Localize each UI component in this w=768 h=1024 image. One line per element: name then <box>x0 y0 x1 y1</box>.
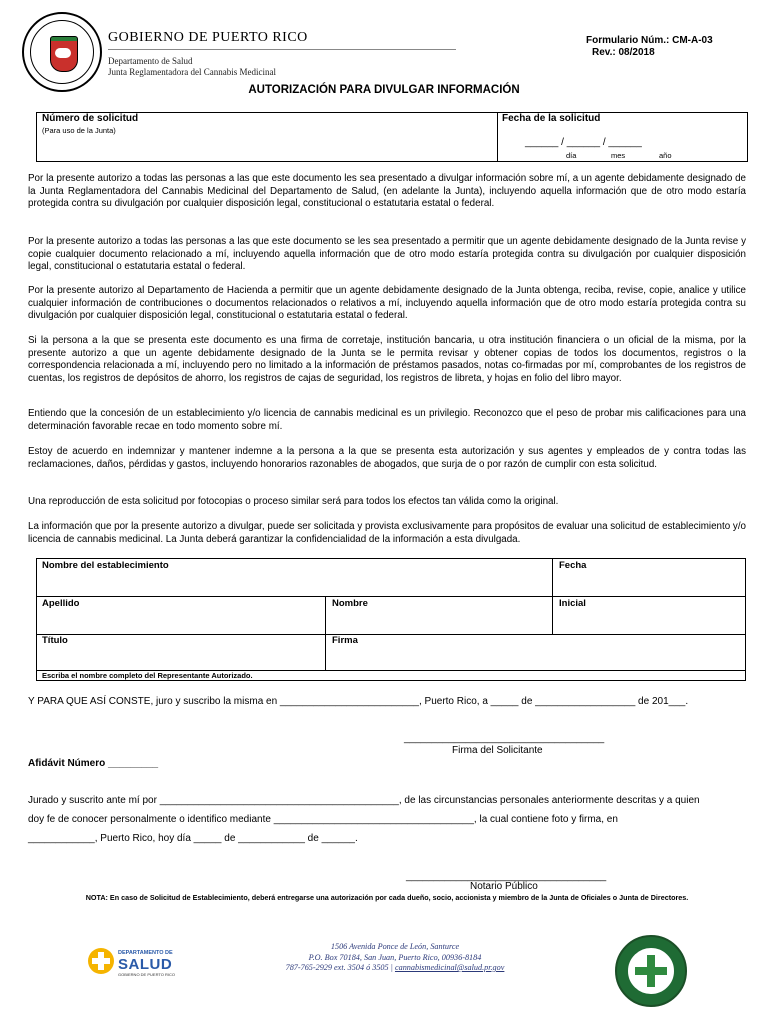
notary-signature-line[interactable]: ____________________________________ <box>406 871 607 882</box>
department-name: Departamento de Salud <box>108 56 193 66</box>
address-line-2: P.O. Box 70184, San Juan, Puerto Rico, 00936-8184 <box>308 952 482 962</box>
form-number: Formulario Núm.: CM-A-03 <box>586 35 713 46</box>
title-label: Título <box>42 635 68 646</box>
applicant-signature-label: Firma del Solicitante <box>452 745 543 756</box>
phone: 787-765-2929 ext. 3504 ó 3505 | <box>285 963 395 972</box>
title-field[interactable] <box>42 648 317 668</box>
table-date-field[interactable] <box>559 574 739 594</box>
footer-address <box>232 942 558 974</box>
paragraph-6: Estoy de acuerdo en indemnizar y mantener indemne a la persona a la que se presenta esta autorización y sus agentes y empleados de y contra todas las reclamaciones, daños, pérdidas y gastos, incluyendo honorarios razonables de abogados, que surja de o por razón de cumplir con esta solicitud. <box>28 446 746 470</box>
establishment-field[interactable] <box>42 574 542 594</box>
col-divider <box>325 597 326 670</box>
email-link[interactable]: cannabismedicinal@salud.pr.gov <box>394 963 505 972</box>
request-date-field[interactable]: ______ / ______ / ______ <box>525 137 642 148</box>
instruction-text: Escriba el nombre completo del Representante Autorizado. <box>42 671 253 680</box>
oath-line: Y PARA QUE ASÍ CONSTE, juro y suscribo la misma en _________________________, Puerto Rico, a _____ de __________________ de 201___. <box>28 696 689 707</box>
paragraph-4: Si la persona a la que se presenta este documento es una firma de corretaje, institución bancaria, u otra institución financiera o un oficial de la misma, por la presente autorizo a que un agente debidamente designado de la Junta se le permita revisar y obtener copias de todos los documentos, registros o la correspondencia relacionada a mí, incluyendo pero no limitado a la información de préstamos pasados, notas co-firmadas por mí, comprobantes de los registros de cuentas, los registros de depósitos de ahorro, los registros de cajas de seguridad, los registros de libreta, y hojas en folio del libro mayor. <box>28 335 746 384</box>
month-label: mes <box>611 151 626 160</box>
establishment-label: Nombre del establecimiento <box>42 560 169 571</box>
sworn-line-2: doy fe de conocer personalmente o identifico mediante ____________________________________, la cual contiene foto y firma, en <box>28 814 618 825</box>
request-date-label: Fecha de la solicitud <box>502 113 601 124</box>
lastname-field[interactable] <box>42 611 317 631</box>
paragraph-3: Por la presente autorizo al Departamento de Hacienda a permitir que un agente debidamente designado de la Junta obtenga, reciba, revise, copie, analice y utilice cualquier información de contribuciones o documentos relacionados o relativos a mí, incluyendo aquella información que de otro modo estaría protegida contra su divulgación por cualquier disposición legal, constitucional o estatutaria estatal o federal. <box>28 285 746 321</box>
request-number-field[interactable] <box>47 139 487 157</box>
address-line-1: 1506 Avenida Ponce de León, Santurce <box>330 942 460 951</box>
representative-table <box>36 558 746 681</box>
sworn-line-1: Jurado y suscrito ante mí por ___________________________________________, de las circunstancias personales anteriormente descritas y a quien <box>28 795 700 806</box>
name-field[interactable] <box>332 611 547 631</box>
signature-label: Firma <box>332 635 358 646</box>
initial-label: Inicial <box>559 598 586 609</box>
name-label: Nombre <box>332 598 368 609</box>
paragraph-5: Entiendo que la concesión de un establecimiento y/o licencia de cannabis medicinal es un privilegio. Reconozco que el peso de probar mis calificaciones para una determinación favorable recae en todo momento sobre mí. <box>28 408 746 432</box>
notary-label: Notario Público <box>470 881 538 892</box>
salud-sun-icon <box>88 948 114 974</box>
col-divider <box>552 559 553 634</box>
request-info-box <box>36 112 748 162</box>
paragraph-1: Por la presente autorizo a todas las personas a las que este documento les sea presentado a divulgar información sobre mí, a un agente debidamente designado de la Junta Reglamentadora del Cannabis Medicinal del Departamento de Salud, (en adelante la Junta), incluyendo aquella información que de otro modo estaría protegida contra su divulgación por cualquier disposición legal, constitucional o estatutaria estatal o federal. <box>28 173 746 209</box>
contact-line <box>232 963 558 974</box>
salud-logo-text: SALUD <box>118 956 173 973</box>
row-divider <box>37 596 745 597</box>
form-identifier <box>586 35 713 59</box>
day-label: día <box>566 151 577 160</box>
affidavit-number: Afidávit Número _________ <box>28 758 159 769</box>
government-title: GOBIERNO DE PUERTO RICO <box>108 30 308 45</box>
table-date-label: Fecha <box>559 560 587 571</box>
form-revision: Rev.: 08/2018 <box>592 47 655 58</box>
salud-logo-small-text: DEPARTAMENTO DE <box>118 950 173 956</box>
paragraph-2: Por la presente autorizo a todas las personas a las que este documento se les sea presentado a permitir que un agente debidamente designado de la Junta revise y copie cualquier documento relacionado a mí, incluyendo aquella información que de otro modo estaría protegida contra su divulgación por cualquier disposición legal, constitucional o estatutaria estatal o federal. <box>28 236 746 272</box>
signature-field[interactable] <box>332 648 732 668</box>
sworn-line-3: ____________, Puerto Rico, hoy día _____ de ____________ de ______. <box>28 833 358 844</box>
paragraph-7: Una reproducción de esta solicitud por fotocopias o proceso similar será para todos los efectos tan válida como la original. <box>28 496 559 507</box>
request-number-note: (Para uso de la Junta) <box>42 126 116 135</box>
department-info <box>108 56 276 78</box>
lastname-label: Apellido <box>42 598 80 609</box>
request-number-label: Número de solicitud <box>42 113 139 124</box>
year-label: año <box>659 151 672 160</box>
box-divider <box>497 113 498 161</box>
paragraph-8: La información que por la presente autorizo a divulgar, puede ser solicitada y provista exclusivamente para propósitos de evaluar una solicitud de establecimiento y/o licencia de cannabis medicinal. La Junta deberá garantizar la confidencialidad de la información a esta divulgada. <box>28 521 746 545</box>
salud-logo-gov-text: GOBIERNO DE PUERTO RICO <box>118 972 175 977</box>
board-name: Junta Reglamentadora del Cannabis Medicinal <box>108 67 276 77</box>
puerto-rico-government-seal <box>22 12 102 92</box>
row-divider <box>37 634 745 635</box>
header-divider <box>108 49 456 50</box>
cannabis-board-seal <box>615 935 687 1007</box>
footnote: NOTA: En caso de Solicitud de Establecimiento, deberá entregarse una autorización por cada dueño, socio, accionista y miembro de la Junta de Oficiales o Junta de Directores. <box>85 893 689 902</box>
document-title: AUTORIZACIÓN PARA DIVULGAR INFORMACIÓN <box>248 84 520 96</box>
salud-logo <box>88 946 188 976</box>
applicant-signature-line[interactable]: ____________________________________ <box>404 733 605 744</box>
initial-field[interactable] <box>559 611 739 631</box>
